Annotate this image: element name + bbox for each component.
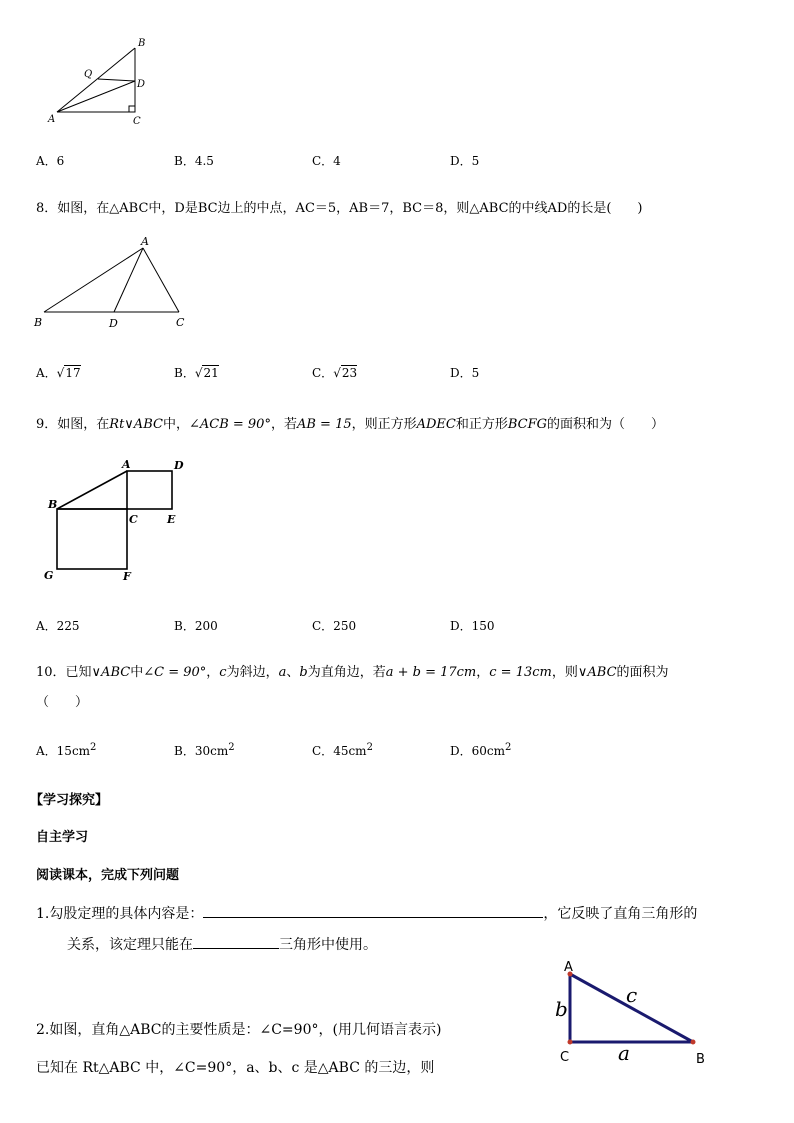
section-title: 【学习探究】 — [30, 793, 109, 808]
q8-text: 8．如图，在△ABC中，D是BC边上的中点，AC＝5，AB＝7，BC＝8，则△ABC的中线AD的长是( ) — [36, 201, 643, 216]
item1-line1: 1.勾股定理的具体内容是： ，它反映了直角三角形的 — [36, 903, 697, 923]
label-C: C — [560, 1050, 570, 1065]
figure-q8 — [30, 232, 200, 332]
label-B: B — [696, 1052, 705, 1067]
label-A: A — [564, 960, 573, 975]
q10-option-b: B．$30cm^2$ — [174, 742, 235, 758]
q10-option-d: D．$60cm^2$ — [450, 742, 512, 758]
q7-option-c: C．4 — [312, 154, 341, 168]
answer-blank[interactable] — [193, 934, 279, 949]
section-instruction: 阅读课本，完成下列问题 — [36, 868, 180, 883]
q8-option-b: B．√21 — [174, 366, 219, 380]
q7-option-a: A．6 — [36, 154, 65, 168]
answer-blank[interactable] — [203, 903, 543, 918]
label-B: B — [34, 316, 43, 329]
label-C: C — [129, 513, 138, 526]
item2-line1: 2.如图，直角△ABC的主要性质是：∠C=90°，(用几何语言表示) — [36, 1022, 442, 1038]
label-D: D — [174, 459, 184, 472]
q10-answer-paren: （ ） — [36, 695, 89, 710]
item2-line2: 已知在 Rt△ABC 中，∠C=90°，a、b、c 是△ABC 的三边，则 — [36, 1060, 435, 1076]
section-subtitle: 自主学习 — [36, 830, 89, 845]
label-A: A — [48, 114, 56, 125]
label-A: A — [122, 458, 131, 471]
item1-line2: 关系，该定理只能在 三角形中使用。 — [67, 934, 377, 954]
label-C: C — [133, 116, 141, 127]
q10-option-a: A．$15cm^2$ — [36, 742, 97, 758]
q7-option-d: D．5 — [450, 154, 480, 168]
label-E: E — [167, 513, 176, 526]
figure-q7 — [40, 36, 160, 128]
figure-q9 — [36, 455, 196, 585]
q9-option-a: A．225 — [36, 619, 80, 633]
label-C: C — [176, 316, 185, 329]
label-B: B — [138, 38, 146, 49]
q9-option-d: D．150 — [450, 619, 495, 633]
q8-option-a: A．√17 — [36, 366, 81, 380]
q8-option-d: D．5 — [450, 366, 480, 380]
label-Q: Q — [84, 69, 93, 80]
label-D: D — [137, 79, 146, 90]
q8-option-c: C．√23 — [312, 366, 358, 380]
q10-option-c: C．$45cm^2$ — [312, 742, 373, 758]
q9-option-c: C．250 — [312, 619, 357, 633]
label-B: B — [48, 498, 58, 511]
q9-option-b: B．200 — [174, 619, 218, 633]
q7-option-b: B．4.5 — [174, 154, 214, 168]
label-A: A — [141, 235, 149, 248]
label-side-c: c — [626, 983, 638, 1007]
label-D: D — [109, 317, 118, 330]
label-G: G — [44, 569, 54, 582]
label-F: F — [123, 570, 131, 583]
label-side-b: b — [555, 997, 568, 1021]
q10-text: 10．已知∨ABC中∠C = 90°，c为斜边，a、b为直角边，若a + b = 17cm，c = 13cm，则∨ABC的面积为 — [36, 665, 669, 680]
q9-text: 9．如图，在Rt∨ABC中，∠ACB = 90°，若AB = 15，则正方形ADEC和正方形BCFG的面积和为（ ） — [36, 417, 665, 432]
figure-right-triangle — [548, 958, 718, 1070]
label-side-a: a — [618, 1041, 630, 1065]
